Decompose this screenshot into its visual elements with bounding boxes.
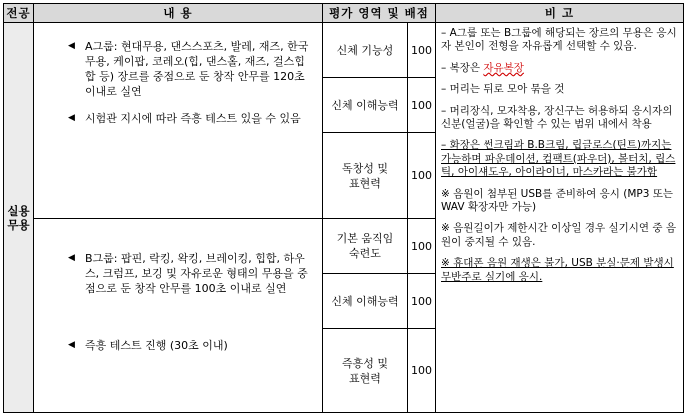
bullet-icon: ◀ — [68, 41, 75, 51]
remark-1: – A그룹 또는 B그룹에 해당되는 장르의 무용은 응시자 본인이 전형을 자유롭게 선택할 수 있음. — [441, 27, 677, 53]
group-b-text-2: 즉흥 테스트 진행 (30초 이내) — [85, 339, 228, 352]
remark-4: – 머리장식, 모자착용, 장신구는 허용하되 응시자의 신분(얼굴)을 확인할 수 있는 범위 내에서 착용 — [441, 104, 673, 131]
criteria-score: 100 — [408, 329, 436, 413]
group-a-item-1 — [34, 39, 322, 99]
bullet-icon: ◀ — [68, 113, 75, 123]
group-b-text-1: B그룹: 팝핀, 락킹, 왁킹, 브레이킹, 힙합, 하우스, 크럼프, 보깅 및 자유로운 형태의 무용을 중점으로 둔 창작 안무를 100초 이내로 실연 — [85, 252, 308, 295]
remark-2-emphasis: 자유복장 — [483, 61, 524, 74]
remark-6: ※ 음원이 첨부된 USB를 준비하여 응시 (MP3 또는 WAV 확장자만 가능) — [441, 187, 674, 214]
group-a-item-2 — [34, 111, 322, 126]
criteria-score: 100 — [408, 133, 436, 219]
criteria-area — [323, 219, 408, 274]
group-a-text-2: 시험관 지시에 따라 즉흥 테스트 있을 수 있음 — [85, 112, 301, 125]
remark-5: – 화장은 썬크림과 B.B크림, 립글로스(틴트)까지는 가능하며 파운데이션, 컴팩트(파우더), 볼터치, 립스틱, 아이섀도우, 아이라이너, 마스카라는 불가함 — [441, 139, 676, 179]
remark-8: ※ 휴대폰 음원 재생은 불가, USB 분실·문제 발생시 무반주로 실기에 응시. — [441, 257, 674, 283]
group-b-content — [34, 219, 323, 413]
header-area: 평가 영역 및 배점 — [323, 4, 436, 23]
header-row — [4, 4, 684, 23]
group-b-item-2 — [34, 338, 322, 353]
criteria-score: 100 — [408, 274, 436, 329]
header-major: 전공 — [4, 4, 34, 23]
remarks-cell — [436, 23, 684, 413]
criteria-area: 신체 기능성 — [323, 23, 408, 78]
remark-2 — [441, 62, 678, 75]
remark-7: ※ 음원길이가 제한시간 이상일 경우 실기시연 중 음원이 중지될 수 있음. — [441, 222, 677, 248]
criteria-score: 100 — [408, 219, 436, 274]
criteria-area — [323, 133, 408, 219]
row-a-1 — [4, 23, 684, 78]
criteria-area-text: 즉흥성 및 표현력 — [341, 356, 388, 385]
group-a-text-1: A그룹: 현대무용, 댄스스포츠, 발레, 재즈, 한국무용, 케이팝, 코레오(힙, 댄스홀, 재즈, 걸스힙합 등) 장르를 중점으로 둔 창작 안무를 120초 이내로 실연 — [85, 40, 309, 98]
bullet-icon: ◀ — [68, 253, 75, 263]
remark-2-prefix: – 복장은 — [441, 61, 484, 74]
criteria-area-text: 독창성 및 표현력 — [341, 161, 388, 190]
group-a-content — [34, 23, 323, 219]
header-content: 내 용 — [34, 4, 323, 23]
major-label: 실용 무용 — [7, 203, 30, 232]
header-remarks: 비 고 — [436, 4, 684, 23]
criteria-area: 신체 이해능력 — [323, 78, 408, 133]
criteria-score: 100 — [408, 23, 436, 78]
group-b-item-1 — [34, 251, 322, 296]
dance-exam-table — [3, 3, 684, 413]
bullet-icon: ◀ — [68, 340, 75, 350]
criteria-area: 신체 이해능력 — [323, 274, 408, 329]
major-cell — [4, 23, 34, 413]
remark-3: – 머리는 뒤로 모아 묶을 것 — [441, 83, 565, 96]
criteria-area-text: 기본 움직임 숙련도 — [336, 232, 394, 260]
criteria-area — [323, 329, 408, 413]
criteria-score: 100 — [408, 78, 436, 133]
